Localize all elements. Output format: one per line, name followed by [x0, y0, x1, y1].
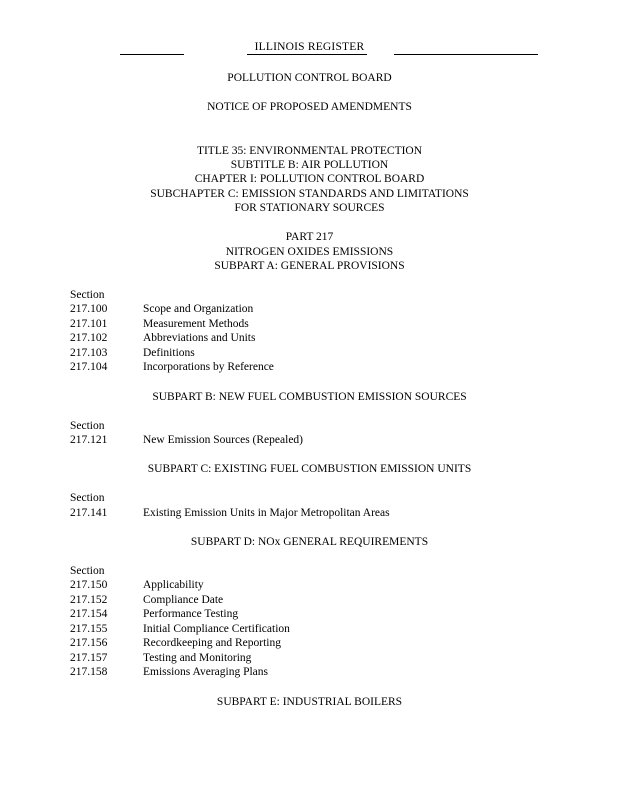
section-label: Section — [70, 420, 105, 432]
subchapter-line-cont: FOR STATIONARY SOURCES — [234, 202, 385, 214]
section-number: 217.155 — [70, 623, 108, 635]
section-row — [70, 665, 268, 679]
section-name: Testing and Monitoring — [143, 652, 252, 664]
section-label: Section — [70, 565, 105, 577]
section-row — [70, 593, 223, 607]
header-rule-left — [120, 54, 184, 55]
subpart-d-heading: SUBPART D: NOx GENERAL REQUIREMENTS — [190, 536, 429, 548]
section-name: Initial Compliance Certification — [143, 623, 290, 635]
section-number: 217.158 — [70, 666, 108, 678]
section-label: Section — [70, 492, 105, 504]
section-row — [70, 302, 253, 316]
section-name: Emissions Averaging Plans — [143, 666, 269, 678]
section-number: 217.104 — [70, 361, 108, 373]
header-rule-middle — [247, 54, 367, 55]
section-row — [70, 331, 255, 345]
chapter-line: CHAPTER I: POLLUTION CONTROL BOARD — [194, 173, 425, 185]
section-name: New Emission Sources (Repealed) — [143, 434, 304, 446]
section-row — [70, 317, 249, 331]
section-row — [70, 636, 281, 650]
section-row — [70, 622, 290, 636]
subpart-c-heading: SUBPART C: EXISTING FUEL COMBUSTION EMISSION UNITS — [147, 463, 472, 475]
section-name: Abbreviations and Units — [143, 332, 256, 344]
title-line: TITLE 35: ENVIRONMENTAL PROTECTION — [196, 145, 423, 157]
section-number: 217.157 — [70, 652, 108, 664]
section-name: Performance Testing — [143, 608, 239, 620]
section-name: Scope and Organization — [143, 303, 254, 315]
header-rule-right — [394, 54, 538, 55]
section-number: 217.156 — [70, 637, 108, 649]
section-name: Applicability — [143, 579, 204, 591]
section-row — [70, 651, 251, 665]
section-name: Measurement Methods — [143, 318, 249, 330]
section-row — [70, 346, 195, 360]
subpart-b-heading: SUBPART B: NEW FUEL COMBUSTION EMISSION SOURCES — [152, 391, 467, 403]
subtitle-line: SUBTITLE B: AIR POLLUTION — [230, 159, 389, 171]
section-row — [70, 578, 204, 592]
section-number: 217.152 — [70, 594, 108, 606]
section-number: 217.121 — [70, 434, 108, 446]
section-number: 217.100 — [70, 303, 108, 315]
section-number: 217.150 — [70, 579, 108, 591]
section-number: 217.101 — [70, 318, 108, 330]
section-number: 217.141 — [70, 507, 108, 519]
section-row — [70, 607, 238, 621]
subpart-e-heading: SUBPART E: INDUSTRIAL BOILERS — [216, 696, 403, 708]
subpart-a-heading: SUBPART A: GENERAL PROVISIONS — [214, 260, 405, 272]
register-title: ILLINOIS REGISTER — [254, 41, 365, 53]
section-name: Existing Emission Units in Major Metropolitan Areas — [143, 507, 390, 519]
notice-title: NOTICE OF PROPOSED AMENDMENTS — [207, 101, 412, 113]
section-name: Recordkeeping and Reporting — [143, 637, 281, 649]
section-label: Section — [70, 289, 105, 301]
section-row — [70, 506, 390, 520]
section-name: Compliance Date — [143, 594, 224, 606]
section-number: 217.102 — [70, 332, 108, 344]
section-row — [70, 433, 303, 447]
section-number: 217.103 — [70, 347, 108, 359]
board-name: POLLUTION CONTROL BOARD — [227, 72, 392, 84]
section-name: Definitions — [143, 347, 195, 359]
section-name: Incorporations by Reference — [143, 361, 274, 373]
part-number: PART 217 — [285, 231, 334, 243]
section-number: 217.154 — [70, 608, 108, 620]
subchapter-line: SUBCHAPTER C: EMISSION STANDARDS AND LIMITATIONS — [150, 188, 469, 200]
part-title: NITROGEN OXIDES EMISSIONS — [225, 246, 394, 258]
register-header — [0, 40, 619, 58]
section-row — [70, 360, 274, 374]
